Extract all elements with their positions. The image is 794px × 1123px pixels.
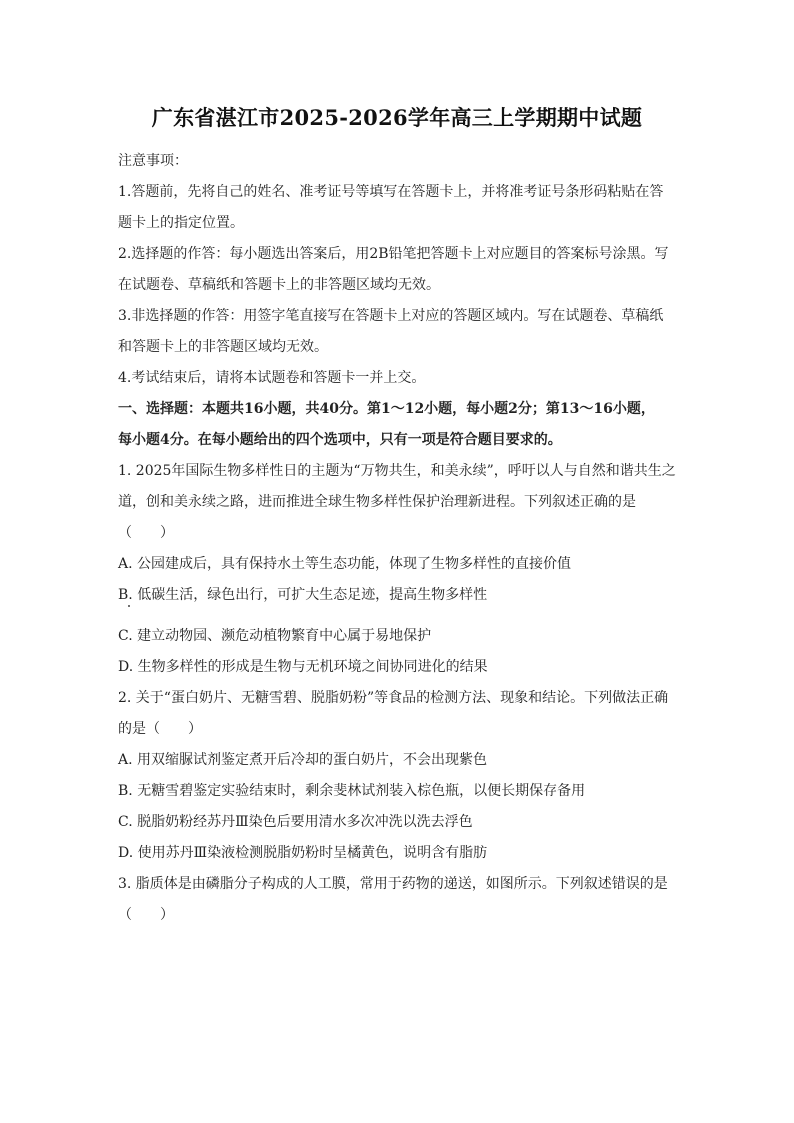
- question-2-stem-line-1: 2. 关于“蛋白奶片、无糖雪碧、脱脂奶粉”等食品的检测方法、现象和结论。下列做法正确: [118, 690, 669, 706]
- dot-mark: [128, 605, 130, 607]
- question-1-option-b: B. 低碳生活，绿色出行，可扩大生态足迹，提高生物多样性: [118, 587, 488, 603]
- exam-body: [118, 146, 678, 931]
- question-2-option-b: B. 无糖雪碧鉴定实验结束时，剩余斐林试剂装入棕色瓶，以便长期保存备用: [118, 783, 586, 799]
- notice-item-3-line-2: 和答题卡上的非答题区域均无效。: [118, 339, 328, 355]
- question-3-stem-line-1: 3. 脂质体是由磷脂分子构成的人工膜，常用于药物的递送，如图所示。下列叙述错误的是: [118, 876, 668, 892]
- question-2-option-a: A. 用双缩脲试剂鉴定煮开后冷却的蛋白奶片，不会出现紫色: [118, 752, 488, 768]
- stray-dot-mark: [118, 611, 678, 621]
- question-1-answer-blank: （ ）: [118, 525, 174, 541]
- section-1-heading-line-2: 每小题4分。在每小题给出的四个选项中，只有一项是符合题目要求的。: [118, 432, 562, 448]
- page-title: 广东省湛江市2025-2026学年高三上学期期中试题: [151, 105, 643, 130]
- notice-item-4: 4.考试结束后，请将本试题卷和答题卡一并上交。: [118, 370, 426, 386]
- notice-item-1-line-1: 1.答题前，先将自己的姓名、准考证号等填写在答题卡上，并将准考证号条形码粘贴在答: [118, 184, 664, 200]
- notice-item-2-line-1: 2.选择题的作答：每小题选出答案后，用2B铅笔把答题卡上对应题目的答案标号涂黑。写: [118, 246, 669, 262]
- question-1-option-a: A. 公园建成后，具有保持水土等生态功能，体现了生物多样性的直接价值: [118, 556, 572, 572]
- question-1-option-c: C. 建立动物园、濒危动植物繁育中心属于易地保护: [118, 628, 432, 644]
- question-1-stem-line-1: 1. 2025年国际生物多样性日的主题为“万物共生，和美永续”，呼吁以人与自然和谐共生之: [118, 463, 676, 479]
- question-3-answer-blank: （ ）: [118, 907, 174, 923]
- question-2-stem-line-2: 的是（ ）: [118, 721, 202, 737]
- section-1-heading-line-1: 一、选择题：本题共16小题，共40分。第1～12小题，每小题2分；第13～16小题，: [118, 401, 655, 417]
- notice-item-3-line-1: 3.非选择题的作答：用签字笔直接写在答题卡上对应的答题区域内。写在试题卷、草稿纸: [118, 308, 664, 324]
- notice-item-2-line-2: 在试题卷、草稿纸和答题卡上的非答题区域均无效。: [118, 277, 440, 293]
- notice-heading: 注意事项：: [118, 153, 188, 169]
- question-2-option-d: D. 使用苏丹Ⅲ染液检测脱脂奶粉时呈橘黄色，说明含有脂肪: [118, 845, 488, 861]
- question-1-option-d: D. 生物多样性的形成是生物与无机环境之间协同进化的结果: [118, 659, 488, 675]
- question-2-option-c: C. 脱脂奶粉经苏丹Ⅲ染色后要用清水多次冲洗以洗去浮色: [118, 814, 473, 830]
- question-1-stem-line-2: 道，创和美永续之路，进而推进全球生物多样性保护治理新进程。下列叙述正确的是: [118, 494, 636, 510]
- notice-item-1-line-2: 题卡上的指定位置。: [118, 215, 244, 231]
